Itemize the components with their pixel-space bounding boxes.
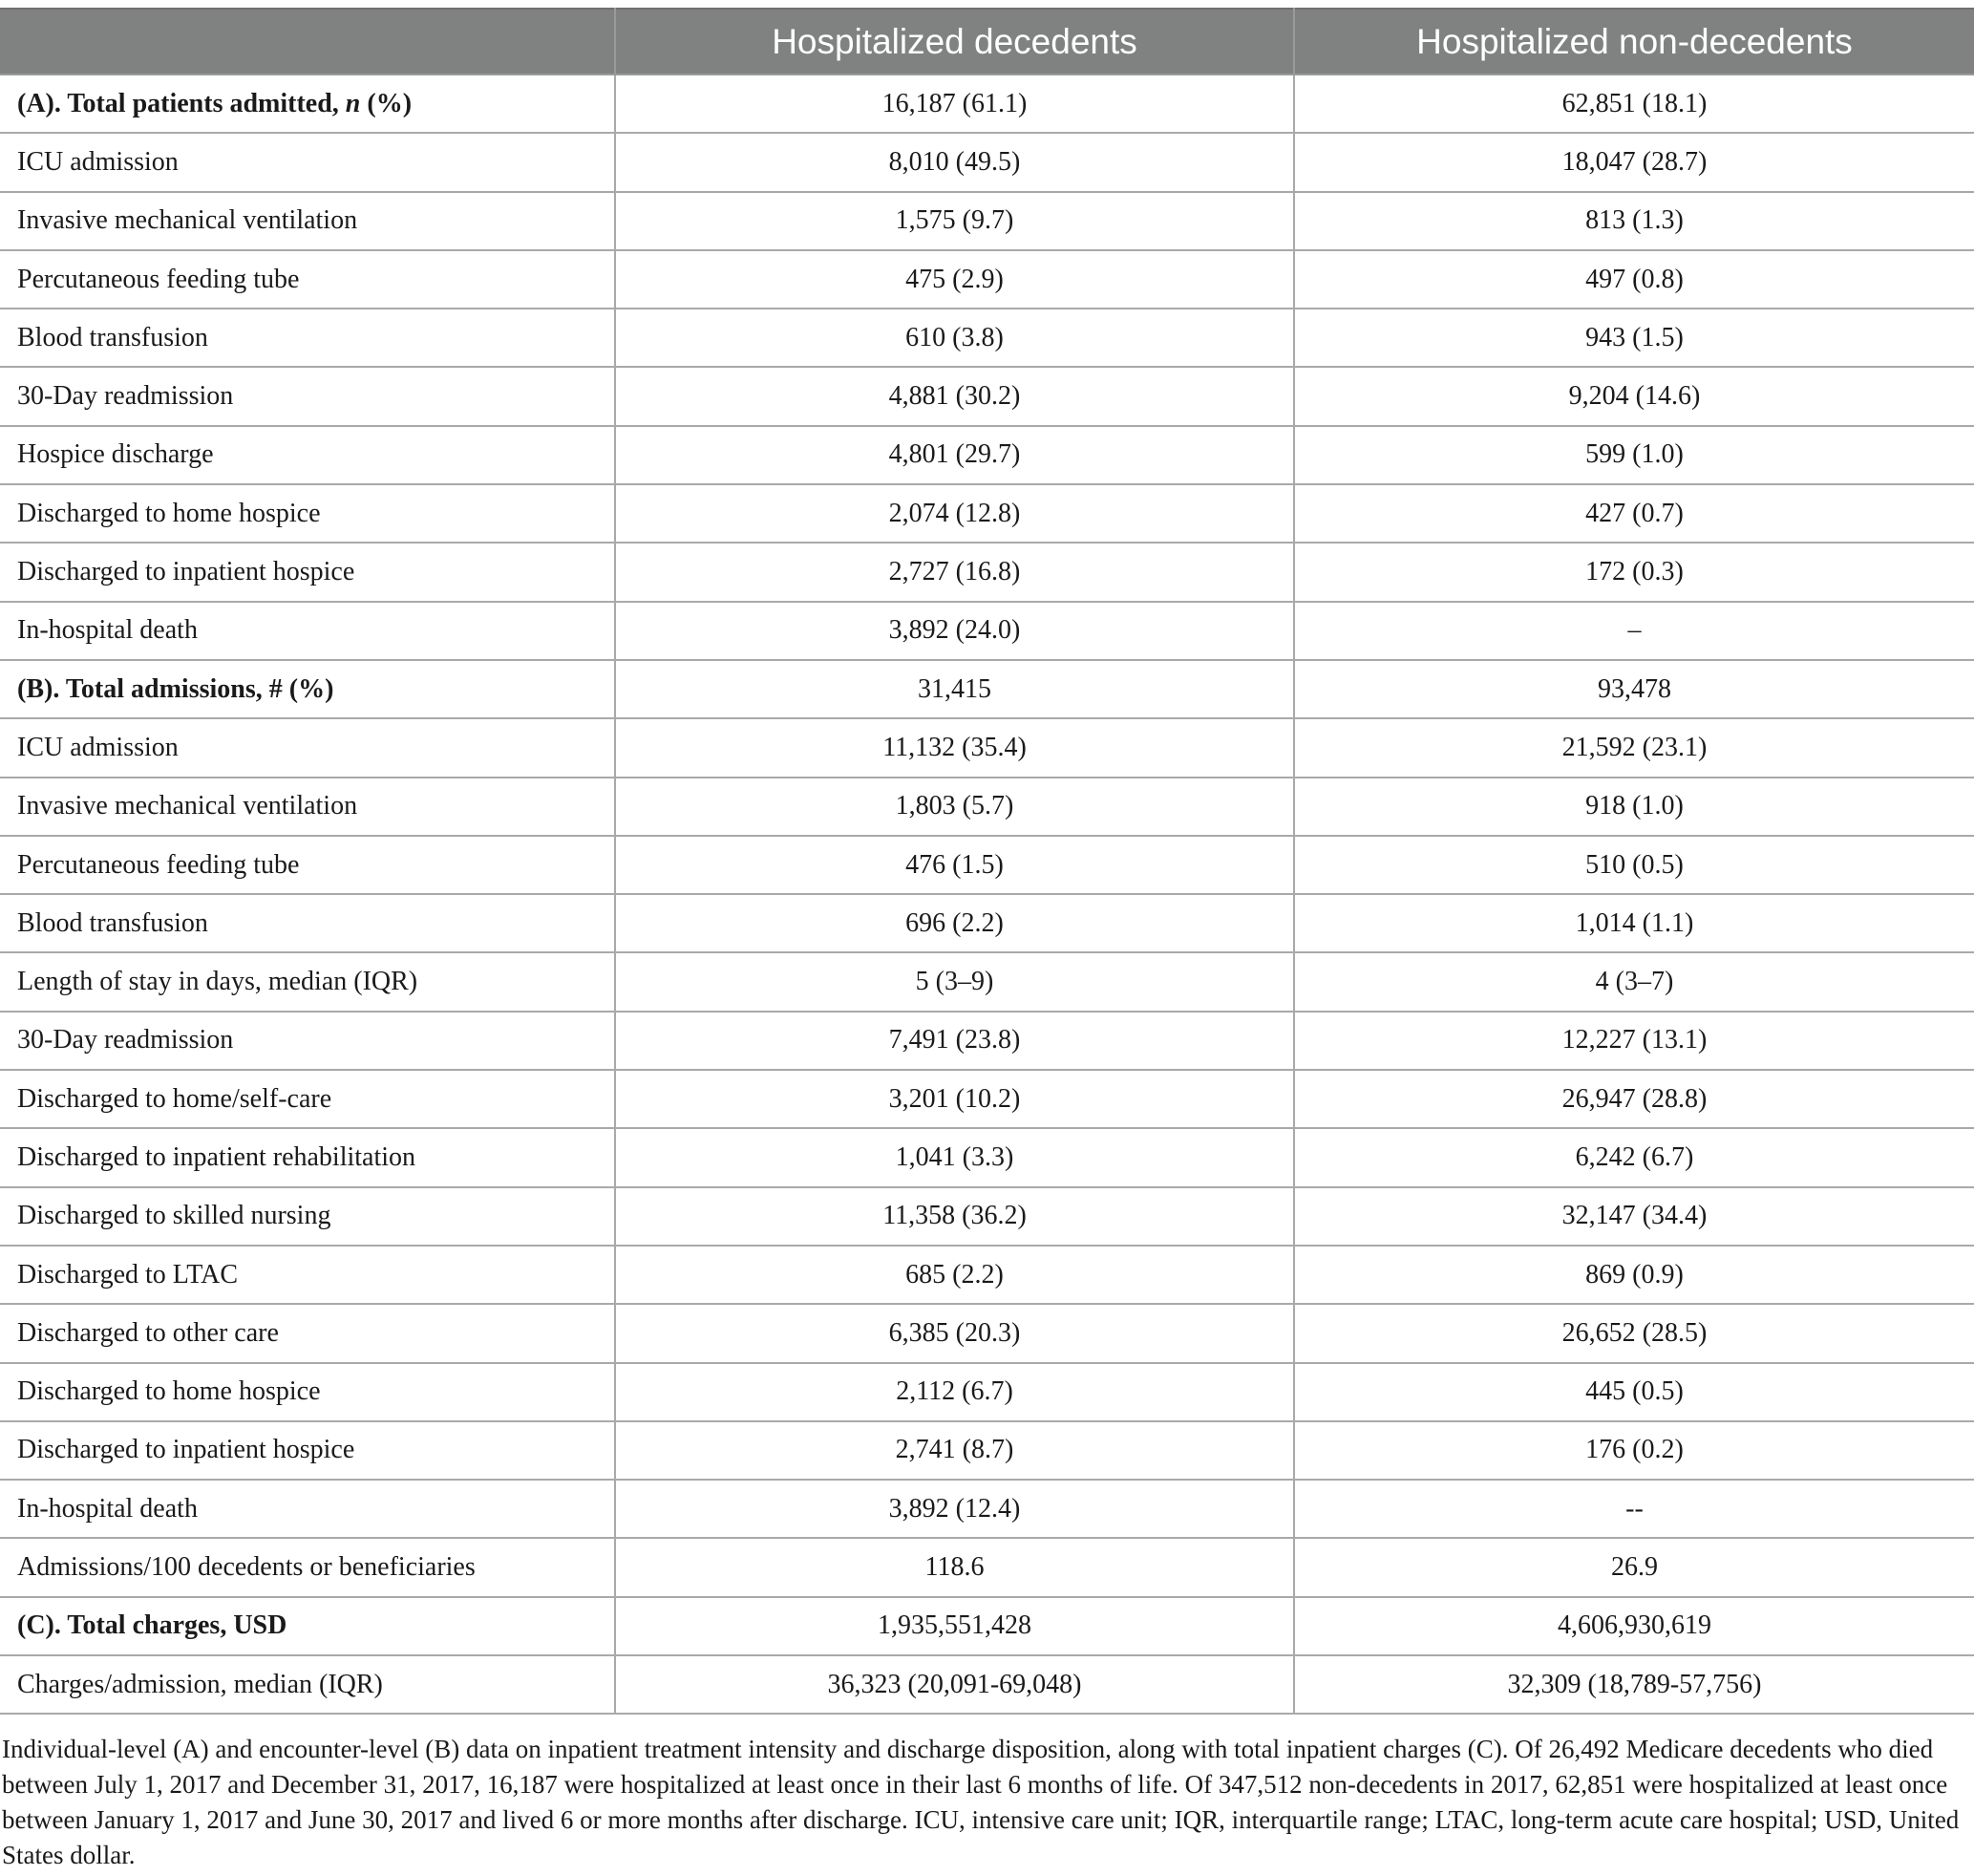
section-a-non-decedents: 62,851 (18.1)	[1294, 75, 1974, 133]
row-decedents-value: 1,041 (3.3)	[615, 1128, 1294, 1186]
table-row	[0, 1538, 1974, 1596]
row-label: Invasive mechanical ventilation	[0, 778, 615, 836]
row-decedents-value: 4,881 (30.2)	[615, 367, 1294, 425]
section-a-label: (A). Total patients admitted, n (%)	[0, 75, 615, 133]
row-label: Discharged to other care	[0, 1304, 615, 1362]
table-row	[0, 309, 1974, 367]
row-decedents-value: 696 (2.2)	[615, 894, 1294, 952]
row-label: Discharged to LTAC	[0, 1246, 615, 1304]
row-decedents-value: 2,112 (6.7)	[615, 1363, 1294, 1421]
row-decedents-value: 3,892 (12.4)	[615, 1480, 1294, 1538]
row-non-decedents-value: 497 (0.8)	[1294, 250, 1974, 309]
row-non-decedents-value: 26,652 (28.5)	[1294, 1304, 1974, 1362]
row-non-decedents-value: 918 (1.0)	[1294, 778, 1974, 836]
row-decedents-value: 3,201 (10.2)	[615, 1070, 1294, 1128]
row-label: Discharged to home hospice	[0, 1363, 615, 1421]
row-non-decedents-value: 9,204 (14.6)	[1294, 367, 1974, 425]
section-c-decedents: 1,935,551,428	[615, 1597, 1294, 1655]
row-decedents-value: 1,803 (5.7)	[615, 778, 1294, 836]
row-decedents-value: 6,385 (20.3)	[615, 1304, 1294, 1362]
table-row	[0, 1480, 1974, 1538]
row-decedents-value: 118.6	[615, 1538, 1294, 1596]
row-label: Blood transfusion	[0, 894, 615, 952]
section-c-non-decedents: 4,606,930,619	[1294, 1597, 1974, 1655]
header-non-decedents: Hospitalized non-decedents	[1294, 9, 1974, 75]
section-a-decedents: 16,187 (61.1)	[615, 75, 1294, 133]
row-label: Discharged to inpatient rehabilitation	[0, 1128, 615, 1186]
row-decedents-value: 476 (1.5)	[615, 836, 1294, 894]
table-row	[0, 484, 1974, 543]
table-row	[0, 543, 1974, 601]
row-non-decedents-value: 510 (0.5)	[1294, 836, 1974, 894]
row-non-decedents-value: 445 (0.5)	[1294, 1363, 1974, 1421]
row-label: ICU admission	[0, 718, 615, 777]
table-row	[0, 250, 1974, 309]
table-row	[0, 133, 1974, 191]
header-label	[0, 9, 615, 75]
table-body	[0, 75, 1974, 1714]
row-non-decedents-value: 172 (0.3)	[1294, 543, 1974, 601]
row-decedents-value: 8,010 (49.5)	[615, 133, 1294, 191]
row-non-decedents-value: 4 (3–7)	[1294, 952, 1974, 1011]
row-non-decedents-value: 943 (1.5)	[1294, 309, 1974, 367]
row-decedents-value: 2,741 (8.7)	[615, 1421, 1294, 1480]
row-non-decedents-value: 6,242 (6.7)	[1294, 1128, 1974, 1186]
row-label: Discharged to inpatient hospice	[0, 543, 615, 601]
row-label: Discharged to skilled nursing	[0, 1187, 615, 1246]
row-decedents-value: 7,491 (23.8)	[615, 1012, 1294, 1070]
row-non-decedents-value: 869 (0.9)	[1294, 1246, 1974, 1304]
row-label: In-hospital death	[0, 1480, 615, 1538]
row-decedents-value: 610 (3.8)	[615, 309, 1294, 367]
row-label: Charges/admission, median (IQR)	[0, 1655, 615, 1714]
row-non-decedents-value: 176 (0.2)	[1294, 1421, 1974, 1480]
row-label: Discharged to home/self-care	[0, 1070, 615, 1128]
row-non-decedents-value: 26,947 (28.8)	[1294, 1070, 1974, 1128]
row-decedents-value: 685 (2.2)	[615, 1246, 1294, 1304]
table-row	[0, 367, 1974, 425]
row-label: 30-Day readmission	[0, 1012, 615, 1070]
table-row	[0, 778, 1974, 836]
table-row	[0, 1128, 1974, 1186]
row-decedents-value: 11,132 (35.4)	[615, 718, 1294, 777]
section-b-decedents: 31,415	[615, 660, 1294, 718]
row-non-decedents-value: 32,147 (34.4)	[1294, 1187, 1974, 1246]
row-label: Invasive mechanical ventilation	[0, 192, 615, 250]
table-row	[0, 1070, 1974, 1128]
row-label: Blood transfusion	[0, 309, 615, 367]
row-non-decedents-value: 599 (1.0)	[1294, 426, 1974, 484]
table-row	[0, 1363, 1974, 1421]
row-decedents-value: 36,323 (20,091-69,048)	[615, 1655, 1294, 1714]
row-decedents-value: 4,801 (29.7)	[615, 426, 1294, 484]
table-row	[0, 718, 1974, 777]
section-c-label: (C). Total charges, USD	[0, 1597, 615, 1655]
section-b-label: (B). Total admissions, # (%)	[0, 660, 615, 718]
row-label: Hospice discharge	[0, 426, 615, 484]
row-decedents-value: 11,358 (36.2)	[615, 1187, 1294, 1246]
row-decedents-value: 475 (2.9)	[615, 250, 1294, 309]
row-label: Percutaneous feeding tube	[0, 836, 615, 894]
row-label: 30-Day readmission	[0, 367, 615, 425]
row-non-decedents-value: 26.9	[1294, 1538, 1974, 1596]
table-row	[0, 1421, 1974, 1480]
row-label: Discharged to inpatient hospice	[0, 1421, 615, 1480]
table-row	[0, 1304, 1974, 1362]
header-decedents: Hospitalized decedents	[615, 9, 1294, 75]
row-non-decedents-value: –	[1294, 602, 1974, 660]
row-label: Discharged to home hospice	[0, 484, 615, 543]
table-row	[0, 1012, 1974, 1070]
row-non-decedents-value: 18,047 (28.7)	[1294, 133, 1974, 191]
row-decedents-value: 5 (3–9)	[615, 952, 1294, 1011]
row-decedents-value: 2,727 (16.8)	[615, 543, 1294, 601]
row-label: Admissions/100 decedents or beneficiaries	[0, 1538, 615, 1596]
section-b-non-decedents: 93,478	[1294, 660, 1974, 718]
row-decedents-value: 2,074 (12.8)	[615, 484, 1294, 543]
table-row	[0, 836, 1974, 894]
row-non-decedents-value: 21,592 (23.1)	[1294, 718, 1974, 777]
table-row	[0, 426, 1974, 484]
row-decedents-value: 1,575 (9.7)	[615, 192, 1294, 250]
table-row	[0, 894, 1974, 952]
table-row	[0, 1246, 1974, 1304]
row-non-decedents-value: 1,014 (1.1)	[1294, 894, 1974, 952]
row-non-decedents-value: 12,227 (13.1)	[1294, 1012, 1974, 1070]
header-row	[0, 9, 1974, 75]
results-table	[0, 8, 1974, 1715]
row-label: Length of stay in days, median (IQR)	[0, 952, 615, 1011]
row-label: In-hospital death	[0, 602, 615, 660]
row-label: ICU admission	[0, 133, 615, 191]
section-a-row	[0, 75, 1974, 133]
section-b-row	[0, 660, 1974, 718]
row-label: Percutaneous feeding tube	[0, 250, 615, 309]
section-c-row	[0, 1597, 1974, 1655]
table-footnote: Individual-level (A) and encounter-level (B) data on inpatient treatment intensity and discharge disposition, along with total inpatient charges (C). Of 26,492 Medicare decedents who died between July 1, 2017 and December 31, 2017, 16,187 were hospitalized at least once in their last 6 months of life. Of 347,512 non-decedents in 2017, 62,851 were hospitalized at least once between January 1, 2017 and June 30, 2017 and lived 6 or more months after discharge. ICU, intensive care unit; IQR, interquartile range; LTAC, long-term acute care hospital; USD, United States dollar.	[2, 1735, 1960, 1869]
row-decedents-value: 3,892 (24.0)	[615, 602, 1294, 660]
table-row	[0, 952, 1974, 1011]
table-row	[0, 602, 1974, 660]
row-non-decedents-value: --	[1294, 1480, 1974, 1538]
table-row	[0, 192, 1974, 250]
row-non-decedents-value: 427 (0.7)	[1294, 484, 1974, 543]
table-header	[0, 9, 1974, 75]
table-row	[0, 1655, 1974, 1714]
row-non-decedents-value: 813 (1.3)	[1294, 192, 1974, 250]
row-non-decedents-value: 32,309 (18,789-57,756)	[1294, 1655, 1974, 1714]
table-row	[0, 1187, 1974, 1246]
